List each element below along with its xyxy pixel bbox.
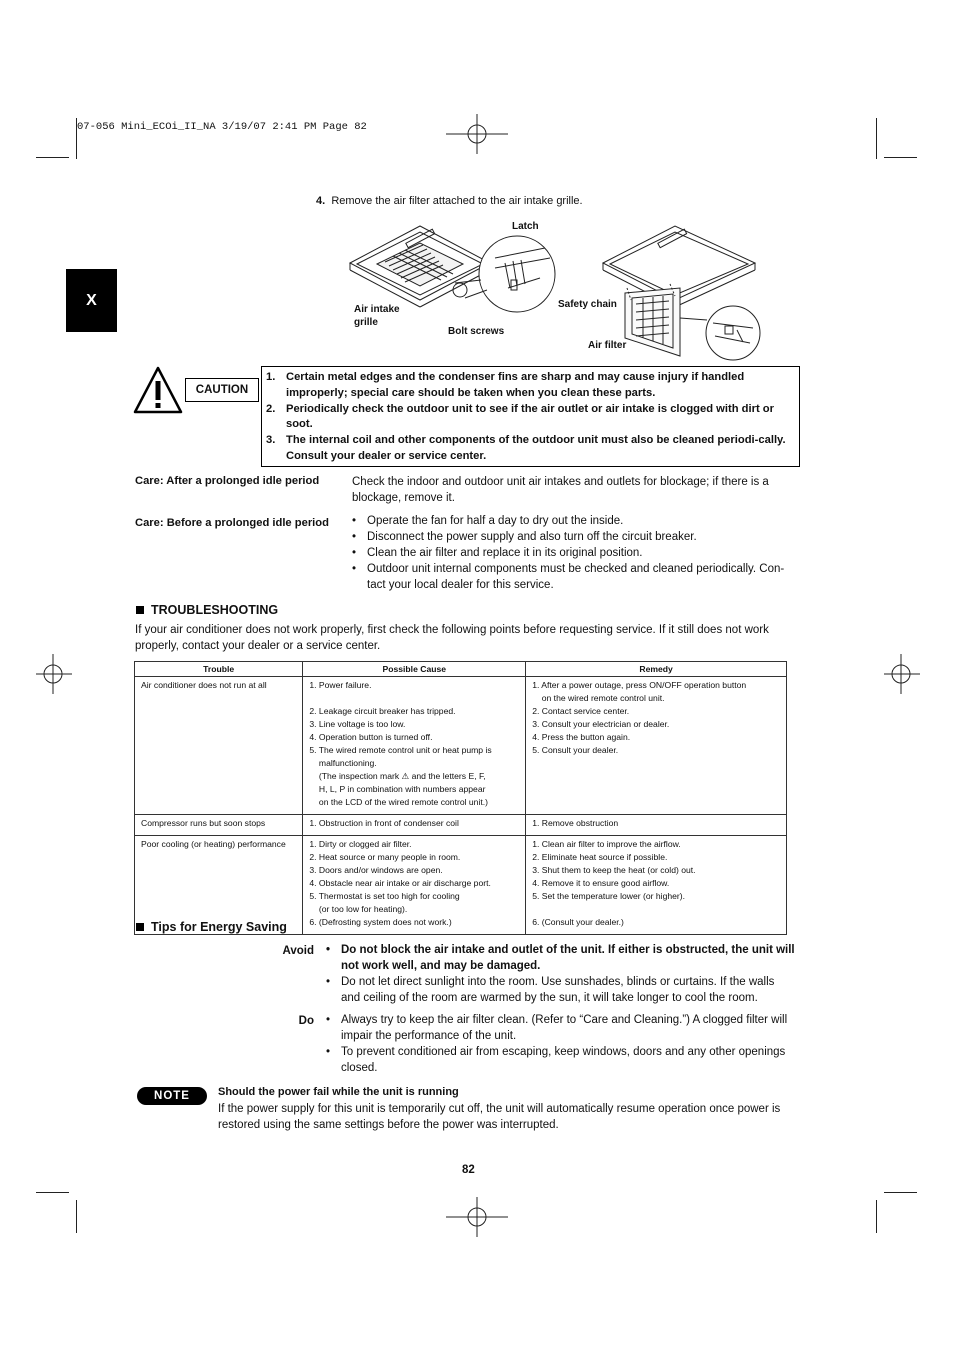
avoid-list xyxy=(326,942,796,1006)
cell-line: 1. Dirty or clogged air filter. xyxy=(309,839,412,849)
trouble-cell: Compressor runs but soon stops xyxy=(135,815,303,836)
list-item: • Do not let direct sunlight into the room. Use sunshades, blinds or curtains. If the walls and ceiling of the room are warmed by the sun, it will take longer to cool the room. xyxy=(326,976,775,1004)
cell-line: 3. Consult your electrician or dealer. xyxy=(532,719,670,729)
cause-cell xyxy=(303,815,526,836)
care-after-label: Care: After a prolonged idle period xyxy=(135,475,320,487)
cause-cell xyxy=(303,836,526,935)
note-body: If the power supply for this unit is temporarily cut off, the unit will automatically resume operation once power is restored using the same settings before the power was interrupted. xyxy=(218,1103,781,1131)
cause-cell xyxy=(303,677,526,815)
troubleshooting-table xyxy=(134,661,787,935)
troubleshooting-intro: If your air conditioner does not work properly, first check the following points before requesting service. If it still does not work properly, contact your dealer or a service center. xyxy=(135,624,769,652)
air-filter-label: Air filter xyxy=(588,340,627,351)
cell-line: 3. Shut them to keep the heat (or cold) out. xyxy=(532,865,696,875)
bullet-square-icon xyxy=(136,606,144,614)
do-label: Do xyxy=(298,1015,314,1027)
cell-line: 1. Power failure. xyxy=(309,680,372,690)
note-label: NOTE xyxy=(137,1087,207,1105)
filter-removal-illustration xyxy=(345,218,765,363)
air-intake-grille-label: Air intake grille xyxy=(354,304,400,328)
bolt-screws-label: Bolt screws xyxy=(448,326,505,337)
cell-line: on the LCD of the wired remote control unit.) xyxy=(309,797,489,807)
warning-triangle-icon xyxy=(133,366,183,416)
avoid-label: Avoid xyxy=(282,945,314,957)
remedy-cell xyxy=(526,836,787,935)
crop-mark xyxy=(36,157,69,158)
remedy-cell xyxy=(526,815,787,836)
cell-line: 4. Operation button is turned off. xyxy=(309,732,433,742)
cell-line: 1. Obstruction in front of condenser coil xyxy=(309,818,459,828)
step-number: 4. xyxy=(316,195,326,207)
step-4 xyxy=(316,195,583,207)
crop-mark xyxy=(876,1200,877,1233)
table-header-row xyxy=(135,662,787,677)
list-item: • To prevent conditioned air from escaping, keep windows, doors and any other openings closed. xyxy=(326,1046,786,1074)
cell-line: 6. (Consult your dealer.) xyxy=(532,917,624,927)
registration-mark-bottom xyxy=(446,1197,508,1237)
list-item: • Clean the air filter and replace it in its original position. xyxy=(352,547,643,559)
caution-label: CAUTION xyxy=(185,378,259,402)
page-number: 82 xyxy=(462,1164,475,1176)
column-header: Trouble xyxy=(135,662,303,677)
cell-line: 4. Press the button again. xyxy=(532,732,631,742)
column-header: Possible Cause xyxy=(303,662,526,677)
crop-mark xyxy=(36,1192,69,1193)
column-header: Remedy xyxy=(526,662,787,677)
registration-mark-right xyxy=(884,654,920,694)
do-list xyxy=(326,1012,796,1076)
cell-line: 5. Consult your dealer. xyxy=(532,745,619,755)
cell-line: 5. The wired remote control unit or heat pump is xyxy=(309,745,492,755)
table-row xyxy=(135,677,787,815)
care-after-text: Check the indoor and outdoor unit air intakes and outlets for blockage; if there is a blockage, remove it. xyxy=(352,476,769,504)
bullet-square-icon xyxy=(136,923,144,931)
cell-line: 1. After a power outage, press ON/OFF operation button xyxy=(532,680,747,690)
cell-line: 1. Clean air filter to improve the airflow. xyxy=(532,839,681,849)
list-item: • Disconnect the power supply and also turn off the circuit breaker. xyxy=(352,531,697,543)
cell-line: 4. Remove it to ensure good airflow. xyxy=(532,878,670,888)
cell-line: 5. Set the temperature lower (or higher). xyxy=(532,891,686,901)
list-item: • Always try to keep the air filter clean. (Refer to “Care and Cleaning.”) A clogged filter will impair the performance of the unit. xyxy=(326,1014,788,1042)
table-row xyxy=(135,815,787,836)
cell-line: (or too low for heating). xyxy=(309,904,408,914)
crop-mark xyxy=(76,1200,77,1233)
cell-line: 3. Line voltage is too low. xyxy=(309,719,406,729)
cell-line: 3. Doors and/or windows are open. xyxy=(309,865,443,875)
care-before-list xyxy=(352,513,795,593)
crop-mark xyxy=(884,1192,917,1193)
cell-line xyxy=(532,904,780,915)
cell-line: 1. Remove obstruction xyxy=(532,818,619,828)
cell-line: malfunctioning. xyxy=(309,758,377,768)
care-before-label: Care: Before a prolonged idle period xyxy=(135,517,329,529)
caution-item: 3. The internal coil and other components of the outdoor unit must also be cleaned periodi-cally. Consult your dealer or service center. xyxy=(266,434,786,462)
cell-line xyxy=(309,693,519,704)
list-item: • Do not block the air intake and outlet of the unit. If either is obstructed, the unit will not work well, and may be damaged. xyxy=(326,944,795,972)
crop-mark xyxy=(76,118,77,159)
print-header: 07-056 Mini_ECOi_II_NA 3/19/07 2:41 PM Page 82 xyxy=(77,121,367,133)
registration-mark-top xyxy=(446,114,508,154)
troubleshooting-heading: TROUBLESHOOTING xyxy=(136,603,278,617)
crop-mark xyxy=(884,157,917,158)
list-item: • Outdoor unit internal components must be checked and cleaned periodically. Con-tact your local dealer for this service. xyxy=(352,563,785,591)
remedy-cell xyxy=(526,677,787,815)
cell-line: H, L, P in combination with numbers appear xyxy=(309,784,486,794)
step-text: Remove the air filter attached to the air intake grille. xyxy=(331,195,583,207)
caution-item: 1. Certain metal edges and the condenser fins are sharp and may cause injury if handled improperly; special care should be taken when you clean these parts. xyxy=(266,371,745,399)
cell-line: 2. Heat source or many people in room. xyxy=(309,852,461,862)
section-tab: X xyxy=(66,269,117,332)
trouble-cell: Poor cooling (or heating) performance xyxy=(135,836,303,935)
cell-line: (The inspection mark ⚠ and the letters E, F, xyxy=(309,771,486,781)
note-heading: Should the power fail while the unit is running xyxy=(218,1086,459,1098)
cell-line: 2. Leakage circuit breaker has tripped. xyxy=(309,706,456,716)
cell-line: 2. Contact service center. xyxy=(532,706,630,716)
cell-line: 5. Thermostat is set too high for cooling xyxy=(309,891,460,901)
safety-chain-label: Safety chain xyxy=(558,299,617,310)
cell-line: 6. (Defrosting system does not work.) xyxy=(309,917,452,927)
latch-label: Latch xyxy=(512,221,539,232)
trouble-cell: Air conditioner does not run at all xyxy=(135,677,303,815)
cell-line: on the wired remote control unit. xyxy=(532,693,665,703)
cell-line: 2. Eliminate heat source if possible. xyxy=(532,852,668,862)
energy-heading: Tips for Energy Saving xyxy=(136,920,287,934)
list-item: • Operate the fan for half a day to dry out the inside. xyxy=(352,515,624,527)
caution-item: 2. Periodically check the outdoor unit to see if the air outlet or air intake is clogged with dirt or soot. xyxy=(266,402,774,431)
caution-box xyxy=(261,366,800,467)
crop-mark xyxy=(876,118,877,159)
cell-line: 4. Obstacle near air intake or air discharge port. xyxy=(309,878,491,888)
registration-mark-left xyxy=(36,654,72,694)
